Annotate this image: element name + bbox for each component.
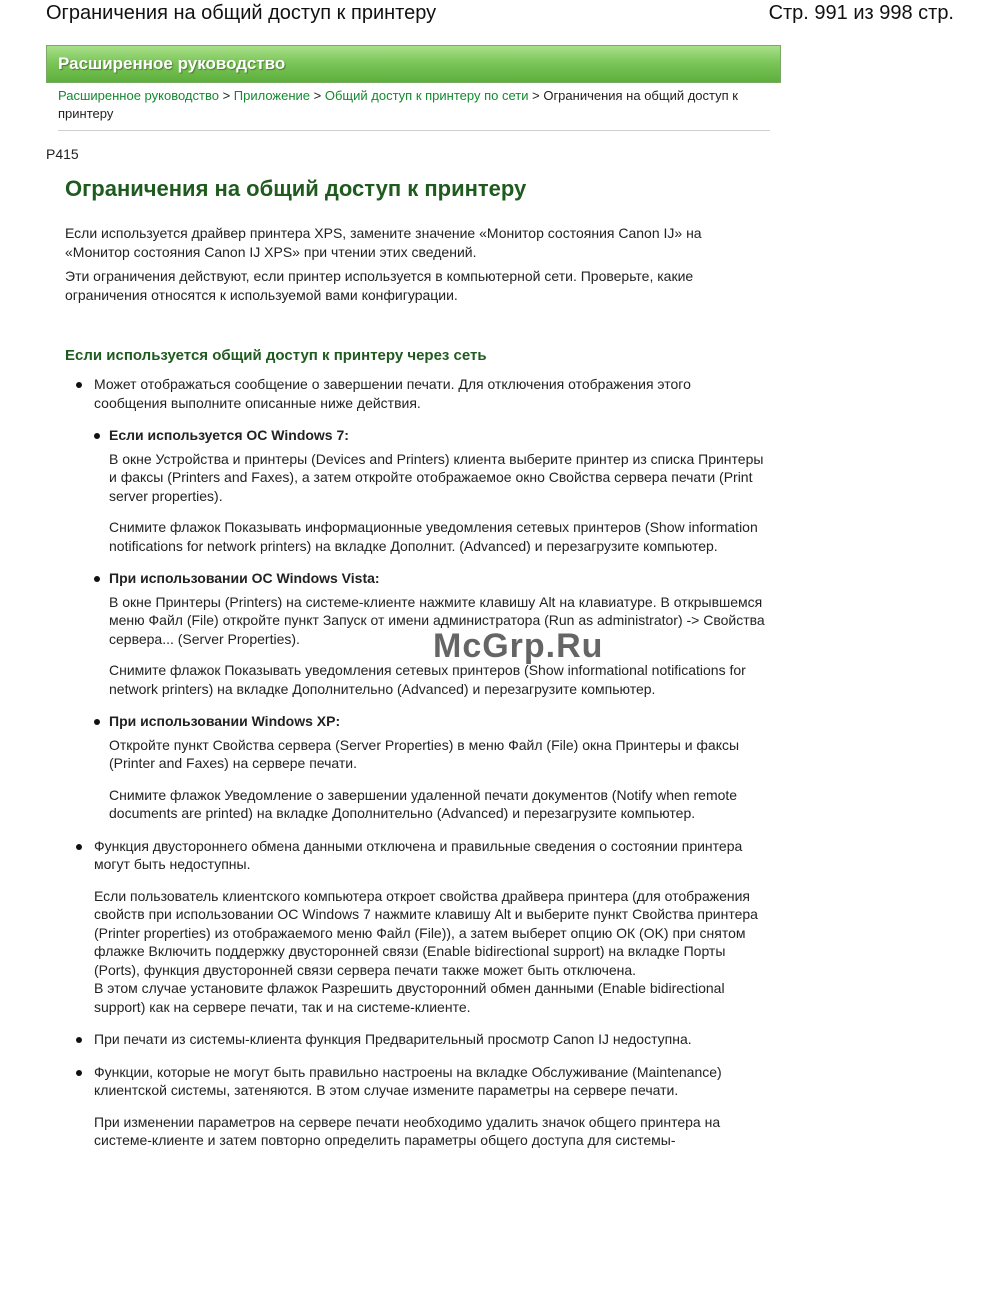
os-title-xp: При использовании Windows XP:: [109, 713, 341, 729]
step-text: Снимите флажок Показывать информационные уведомления сетевых принтеров (Show information notifications for network printers) на вкладке Дополнит. (Advanced) и перезагрузите компьютер.: [109, 519, 758, 554]
list-item: [94, 712, 765, 823]
step-text: Снимите флажок Показывать уведомления сетевых принтеров (Show informational notifications for network printers) на вкладке Дополнительно (Advanced) и перезагрузите компьютер.: [109, 662, 746, 697]
list-item-detail: В этом случае установите флажок Разрешить двусторонний обмен данными (Enable bidirectional support) как на сервере печати, так и на системе-клиенте.: [94, 980, 725, 1015]
section-banner: [46, 45, 781, 83]
list-item: [94, 569, 765, 698]
page-code: P415: [46, 146, 79, 162]
page-indicator: Стр. 991 из 998 стр.: [768, 2, 954, 24]
breadcrumb-link-network-sharing[interactable]: Общий доступ к принтеру по сети: [324, 88, 529, 103]
main-content: [65, 175, 765, 1164]
list-item: [65, 837, 765, 1017]
watermark: McGrp.Ru: [433, 627, 604, 665]
document-header-title: Ограничения на общий доступ к принтеру: [46, 2, 437, 24]
section-title: Если используется общий доступ к принтеру через сеть: [65, 347, 487, 364]
list-item-text: Функции, которые не могут быть правильно настроены на вкладке Обслуживание (Maintenance) клиентской системы, затеняются. В этом случае измените параметры на сервере печати.: [94, 1063, 722, 1098]
list-item-text: Может отображаться сообщение о завершении печати. Для отключения отображения этого сообщения выполните описанные ниже действия.: [94, 376, 691, 411]
restrictions-list: [65, 375, 765, 1150]
breadcrumb-current: Ограничения на общий доступ к принтеру: [58, 88, 738, 121]
list-item: [65, 1063, 765, 1150]
intro-paragraph-network: Эти ограничения действуют, если принтер используется в компьютерной сети. Проверьте, какие ограничения относятся к используемой вами конфигурации.: [65, 268, 694, 303]
breadcrumb-separator: >: [532, 88, 540, 103]
breadcrumb-link-advanced-guide[interactable]: Расширенное руководство: [58, 88, 219, 103]
step-text: Снимите флажок Уведомление о завершении удаленной печати документов (Notify when remote documents are printed) на вкладке Дополнительно (Advanced) и перезагрузите компьютер.: [109, 786, 738, 821]
list-item: [65, 1030, 765, 1049]
breadcrumb-link-appendix[interactable]: Приложение: [233, 88, 311, 103]
os-title-vista: При использовании ОС Windows Vista:: [109, 570, 380, 586]
os-title-win7: Если используется ОС Windows 7:: [109, 427, 349, 443]
list-item-text: При печати из системы-клиента функция Предварительный просмотр Canon IJ недоступна.: [94, 1031, 692, 1047]
list-item-detail: При изменении параметров на сервере печати необходимо удалить значок общего принтера на системе-клиенте и затем повторно определить параметры общего доступа для системы-: [94, 1113, 721, 1148]
breadcrumb-separator: >: [222, 88, 231, 103]
breadcrumb-separator: >: [313, 88, 322, 103]
banner-title: Расширенное руководство: [58, 54, 286, 73]
step-text: Откройте пункт Свойства сервера (Server Properties) в меню Файл (File) окна Принтеры и факсы (Printer and Faxes) на сервере печати.: [109, 736, 740, 771]
step-text: В окне Устройства и принтеры (Devices and Printers) клиента выберите принтер из списка Принтеры и факсы (Printers and Faxes), а затем откройте отображаемое окно Свойства сервера печати (Print server properties).: [109, 450, 764, 504]
breadcrumb: [58, 87, 770, 131]
page-title: Ограничения на общий доступ к принтеру: [65, 176, 527, 201]
list-item: [65, 375, 765, 823]
step-text: В окне Принтеры (Printers) на системе-клиенте нажмите клавишу Alt на клавиатуре. В открывшемся меню Файл (File) откройте пункт Запуск от имени администратора (Run as administrator) -> Свойства сервера... (Server Properties).: [109, 593, 765, 647]
list-item-detail: Если пользователь клиентского компьютера откроет свойства драйвера принтера (для отображения свойств при использовании ОС Windows 7 нажмите клавишу Alt и выберите пункт Свойства принтера (Printer properties) из отображаемого меню Файл (File)), а затем выберет опцию ОК (OK) при снятом флажке Включить поддержку двусторонней связи (Enable bidirectional support) на вкладке Порты (Ports), функция двусторонней связи сервера печати также может быть отключена.: [94, 887, 758, 978]
intro-paragraph-xps: Если используется драйвер принтера XPS, замените значение «Монитор состояния Canon IJ» на «Монитор состояния Canon IJ XPS» при чтении этих сведений.: [65, 225, 702, 260]
os-steps-list: [94, 426, 765, 823]
list-item: [94, 426, 765, 555]
list-item-text: Функция двустороннего обмена данными отключена и правильные сведения о состоянии принтера могут быть недоступны.: [94, 837, 743, 872]
